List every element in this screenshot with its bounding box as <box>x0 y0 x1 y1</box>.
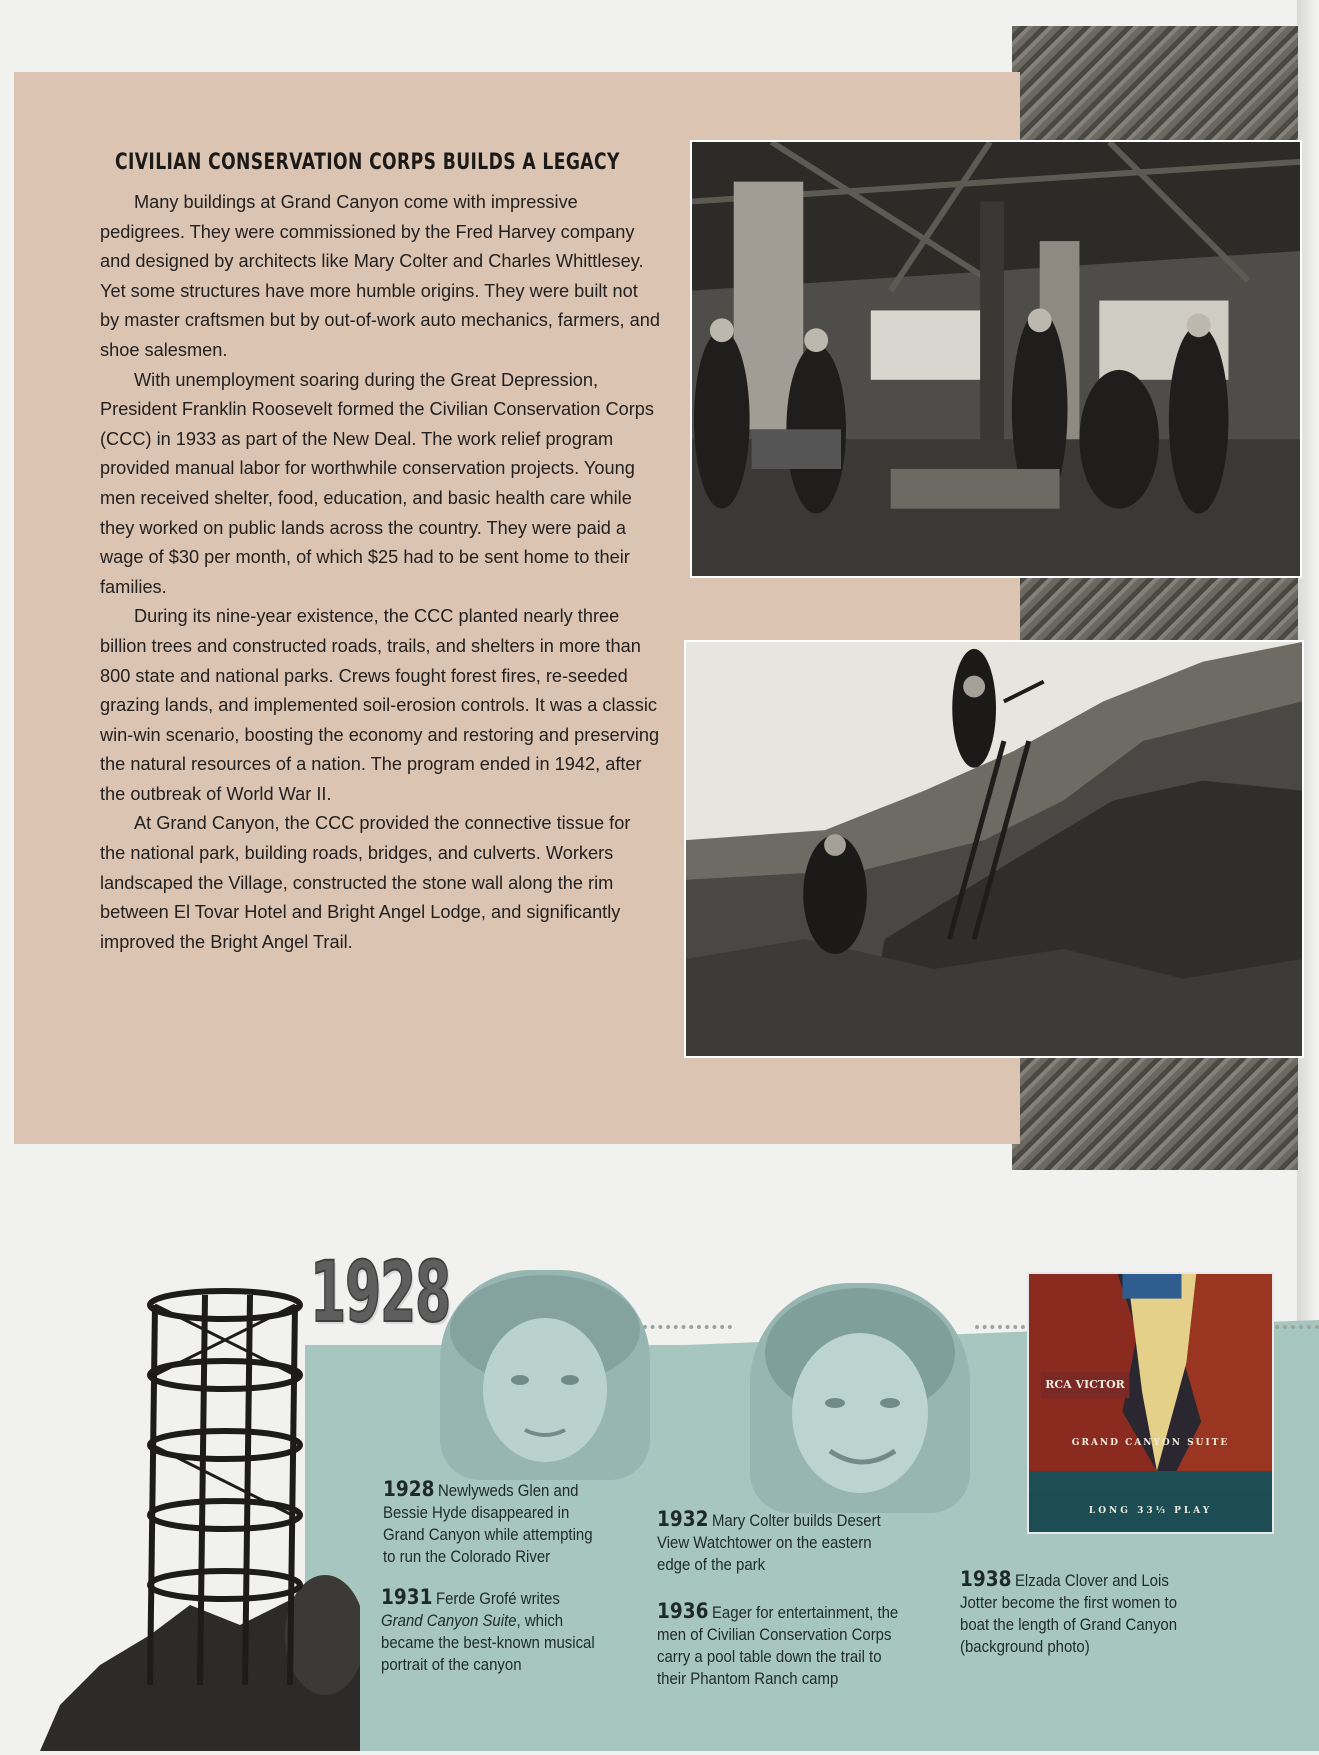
grand-canyon-suite-album <box>1027 1272 1274 1534</box>
paragraph-3: During its nine-year existence, the CCC planted nearly three billion trees and constructed roads, trails, and shelters in more than 800 state and national parks. Crews fought forest fires, re-seeded grazing lands, and implemented soil-erosion controls. It was a classic win-win scenario, boosting the economy and restoring and preserving the natural resources of a nation. The program ended in 1942, after the outbreak of World War II. <box>100 606 660 804</box>
album-title: GRAND CANYON SUITE <box>1071 1438 1230 1448</box>
event-italic-title: Grand Canyon Suite <box>381 1611 517 1630</box>
desert-view-portrait <box>750 1283 970 1513</box>
timeline-event-1931 <box>381 1586 605 1676</box>
ccc-survey-photo <box>684 640 1304 1058</box>
event-text: Elzada Clover and Lois Jotter become the first women to boat the length of Grand Canyon (background photo) <box>960 1571 1178 1656</box>
album-brand: RCA VICTOR <box>1045 1378 1125 1391</box>
timeline-event-1928 <box>383 1478 607 1568</box>
timeline-year-heading: 1928 <box>310 1243 450 1341</box>
timeline-dotted-line <box>975 1325 1025 1329</box>
event-text: , which became the best-known musical portrait of the canyon <box>381 1611 595 1674</box>
paragraph-2: With unemployment soaring during the Great Depression, President Franklin Roosevelt formed the Civilian Conservation Corps (CCC) in 1933 as part of the New Deal. The work relief program provided manual labor for worthwhile conservation projects. Young men received shelter, food, education, and basic health care while they worked on public lands across the country. They were paid a wage of $30 per month, of which $25 had to be sent home to their families. <box>100 369 654 597</box>
album-footer: LONG 33⅓ PLAY <box>1088 1506 1213 1516</box>
article-body <box>100 188 660 957</box>
ccc-workshop-photo <box>690 140 1302 578</box>
paragraph-4: At Grand Canyon, the CCC provided the connective tissue for the national park, building roads, bridges, and culverts. Workers landscaped the Village, constructed the stone wall along the rim between El Tovar Hotel and Bright Angel Lodge, and significantly improved the Bright Angel Trail. <box>100 813 631 952</box>
timeline-event-1936 <box>657 1600 912 1690</box>
event-text: Mary Colter builds Desert View Watchtower on the eastern edge of the park <box>657 1511 881 1574</box>
event-year: 1932 <box>657 1507 709 1531</box>
bessie-hyde-portrait <box>440 1270 650 1480</box>
event-text: Newlyweds Glen and Bessie Hyde disappeared in Grand Canyon while attempting to run the Colorado River <box>383 1481 593 1566</box>
event-year: 1936 <box>657 1599 709 1623</box>
article-heading: CIVILIAN CONSERVATION CORPS BUILDS A LEGACY <box>115 150 620 175</box>
event-year: 1931 <box>381 1585 433 1609</box>
timeline-event-1932 <box>657 1508 895 1576</box>
timeline-dotted-line <box>1275 1325 1319 1329</box>
event-text: Ferde Grofé writes <box>435 1589 560 1608</box>
event-text: Eager for entertainment, the men of Civilian Conservation Corps carry a pool table down the trail to their Phantom Ranch camp <box>657 1603 899 1688</box>
event-year: 1938 <box>960 1567 1012 1591</box>
timeline-event-1938 <box>960 1568 1198 1658</box>
paragraph-1: Many buildings at Grand Canyon come with impressive pedigrees. They were commissioned by the Fred Harvey company and designed by architects like Mary Colter and Charles Whittlesey. Yet some structures have more humble origins. They were built not by master craftsmen but by out-of-work auto mechanics, farmers, and shoe salesmen. <box>100 192 660 360</box>
event-year: 1928 <box>383 1477 435 1501</box>
